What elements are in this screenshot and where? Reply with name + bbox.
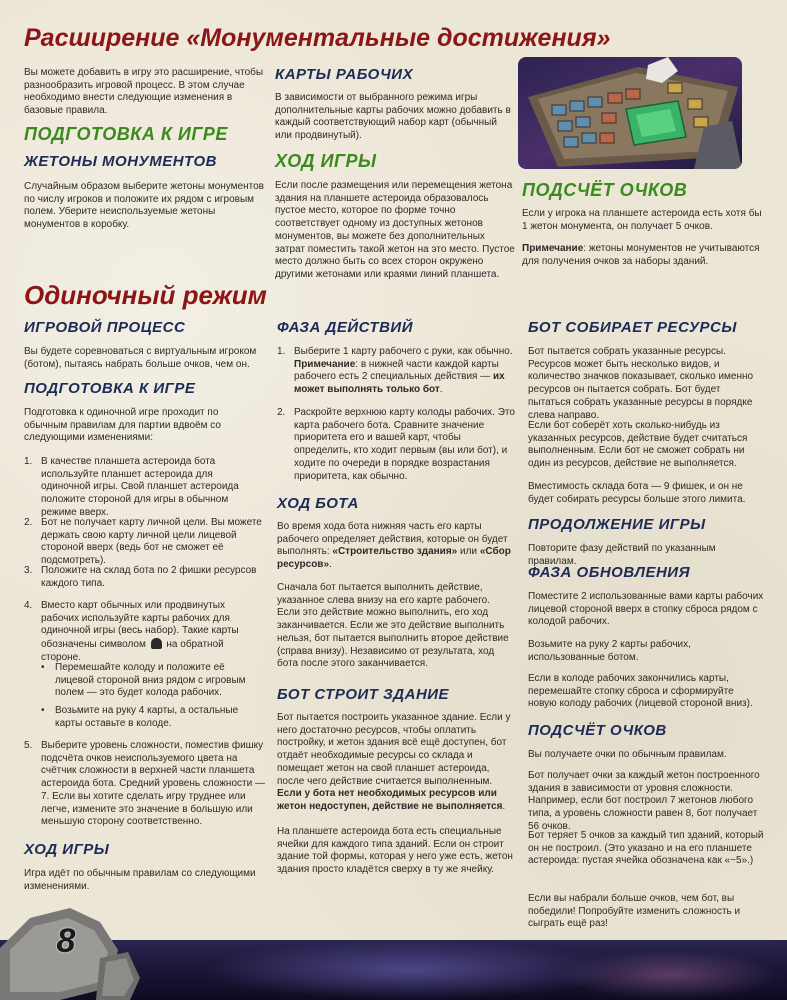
bot-builds-text: Бот пытается построить указанное здание. Если у него достаточно ресурсов, чтобы оплатить постройку, и жетон здания всё ещё доступен, бот отдаёт необходимые ресурсы со склада и помещает жетон на свой планшет астероида, после чего действие считается выполненным. Если у бота нет необходимых ресурсов или жетон недоступен, действие не выполняется. (277, 712, 511, 812)
bot-turn-option-1: «Строительство здания» (332, 546, 458, 558)
setup-step-4-text-b: на обратной стороне. (41, 639, 224, 663)
refresh-phase-heading: ФАЗА ОБНОВЛЕНИЯ (528, 564, 691, 581)
page-number: 8 (56, 922, 76, 960)
setup-step-3: 3. Положите на склад бота по 2 фишки ресурсов каждого типа. (24, 565, 257, 589)
bot-builds-text-2: На планшете астероида бота есть специальные ячейки для каждого типа зданий. Если он строит здание той формы, которая у него уже есть, жетон здания просто кладётся сверху в ту же ячейку. (277, 826, 513, 876)
setup-step-4-bullet-2-text: Возьмите на руку 4 карты, а остальные карты оставьте в колоде. (55, 705, 239, 729)
solo-turn-heading: ХОД ИГРЫ (24, 841, 110, 858)
expansion-turn-text: Если после размещения или перемещения жетона здания на планшете астероида образовалось пустое место, которое по форме точно соответствует одному из доступных жетонов монументов, вы можете без дополнительных затрат поместить такой жетон на это место. Пустое место должно быть со всех сторон окружено другими жетонами или краями линий планшета. (275, 180, 515, 280)
solo-gameplay-text: Вы будете соревноваться с виртуальным игроком (ботом), пытаясь набрать больше очков, чем он. (24, 346, 257, 370)
setup-step-1: 1. В качестве планшета астероида бота используйте планшет астероида для одиночной игры. Свой планшет астероида положите стороной для игры в обычном режиме вверх. (24, 456, 239, 518)
expansion-intro: Вы можете добавить в игру это расширение, чтобы разнообразить игровой процесс. В этом случае необходимо внести следующие изменения в базовые правила. (24, 67, 264, 117)
actions-note-text: : в нижней части каждой карты рабочего есть 2 специальных действия — (294, 358, 499, 383)
bot-turn-text-1: Во время хода бота нижняя часть его карты рабочего определяет действия, которые он будет выполнять: (277, 521, 508, 558)
asteroid-board-illustration (518, 57, 742, 169)
solo-scoring-text-1: Вы получаете очки по обычным правилам. (528, 749, 727, 760)
solo-scoring-heading: ПОДСЧЁТ ОЧКОВ (528, 722, 667, 739)
worker-cards-text: В зависимости от выбранного режима игры дополнительные карты рабочих можно добавить в каждый соответствующий набор карт (обычный или продвинутый). (275, 92, 511, 142)
expansion-setup-heading: ПОДГОТОВКА К ИГРЕ (24, 124, 228, 144)
continue-text: Повторите фазу действий по указанным правилам. (528, 543, 716, 567)
setup-step-2-text: Бот не получает карту личной цели. Вы можете держать свою карту личной цели лицевой стороной вверх (ведь бот не сможет её подсмотреть). (41, 517, 262, 567)
setup-step-5-text: Выберите уровень сложности, поместив фишку подсчёта очков неиспользуемого цвета на счётчик сложности в верхней части планшета астероида бота. Средний уровень сложности — 7. Если вы хотите сделать игру труднее или легче, измените это значение в большую или меньшую сторону соответственно. (41, 740, 265, 828)
refresh-text-1: Поместите 2 использованные вами карты рабочих лицевой стороной вверх в стопку сброса рядом с колодой рабочих. (528, 591, 764, 628)
solo-setup-intro: Подготовка к одиночной игре проходит по обычным правилам для партии вдвоём со следующими изменениями: (24, 407, 221, 444)
monument-tokens-text: Случайным образом выберите жетоны монументов по числу игроков и положите их рядом с игровым полем. Уберите неиспользуемые жетоны монументов в коробку. (24, 181, 264, 231)
monument-tokens-heading: ЖЕТОНЫ МОНУМЕНТОВ (24, 153, 217, 170)
continue-heading: ПРОДОЛЖЕНИЕ ИГРЫ (528, 516, 706, 533)
actions-step-2: 2. Раскройте верхнюю карту колоды рабочих. Это карта рабочего бота. Сравните значение приоритета его и вашей карт, чтобы определить, кто ходит первым (вы или бот), и ходите по очереди в порядке возрастания приоритета, как обычно. (277, 407, 515, 482)
expansion-scoring-note (522, 243, 762, 268)
setup-step-5: 5. Выберите уровень сложности, поместив фишку подсчёта очков неиспользуемого цвета на счётчик сложности в верхней части планшета астероида бота. Средний уровень сложности — 7. Если вы хотите сделать игру труднее или легче, измените это значение в большую или меньшую сторону соответственно. (24, 740, 265, 828)
actions-step-1: 1. Выберите 1 карту рабочего с руки, как обычно. Примечание: в нижней части каждой карты рабочего есть 2 специальных действия — их может выполнять только бот. (277, 346, 513, 396)
solo-gameplay-heading: ИГРОВОЙ ПРОЦЕСС (24, 319, 186, 336)
expansion-turn-heading: ХОД ИГРЫ (275, 151, 377, 171)
solo-turn-text: Игра идёт по обычным правилам со следующими изменениями. (24, 868, 256, 892)
bot-collects-text-2: Если бот соберёт хоть сколько-нибудь из указанных ресурсов, действие будет считаться выполненным. Если бот не сможет собрать ни один из ресурсов, действие не выполняется. (528, 420, 748, 470)
setup-step-4-bullet-2: • Возьмите на руку 4 карты, а остальные карты оставьте в колоде. (41, 705, 239, 729)
worker-cards-heading: КАРТЫ РАБОЧИХ (275, 66, 414, 83)
setup-step-4-bullet-1-text: Перемешайте колоду и положите её лицевой стороной вниз рядом с игровым полем — это будет колода рабочих. (55, 662, 246, 699)
setup-step-1-text: В качестве планшета астероида бота используйте планшет астероида для одиночной игры. Свой планшет астероида положите стороной для игры в обычном режиме вверх. (41, 456, 239, 518)
bot-collects-text-3: Вместимость склада бота — 9 фишек, и он не будет собирать ресурсы больше этого лимита. (528, 481, 746, 505)
expansion-title: Расширение «Монументальные достижения» (24, 24, 611, 52)
bot-builds-bold: Если у бота нет необходимых ресурсов или жетон недоступен, действие не выполняется (277, 788, 503, 812)
note-text: : жетоны монументов не учитываются для получения очков за наборы зданий. (522, 243, 760, 267)
expansion-scoring-heading: ПОДСЧЁТ ОЧКОВ (522, 180, 688, 200)
setup-step-3-text: Положите на склад бота по 2 фишки ресурсов каждого типа. (41, 565, 257, 589)
setup-step-4: 4. Вместо карт обычных или продвинутых рабочих используйте карты рабочих для одиночной игры (весь набор). Такие карты обозначены символом на обратной стороне. (24, 600, 239, 663)
solo-bot-icon (151, 638, 162, 649)
bot-builds-heading: БОТ СТРОИТ ЗДАНИЕ (277, 686, 450, 703)
setup-step-2: 2. Бот не получает карту личной цели. Вы можете держать свою карту личной цели лицевой стороной вверх (ведь бот не сможет её подсмотреть). (24, 517, 262, 567)
expansion-scoring-text: Если у игрока на планшете астероида есть хотя бы 1 жетон монумента, он получает 5 очков. (522, 208, 762, 232)
bot-collects-heading: БОТ СОБИРАЕТ РЕСУРСЫ (528, 319, 737, 336)
bot-turn-option-2: «Сбор ресурсов» (277, 546, 511, 571)
actions-note-label: Примечание (294, 358, 356, 370)
actions-step-1-text: Выберите 1 карту рабочего с руки, как обычно. (294, 346, 513, 357)
actions-step-2-text: Раскройте верхнюю карту колоды рабочих. Это карта рабочего бота. Сравните значение приоритета его и вашей карт, чтобы определить, кто ходит первым (вы или бот), и ходите по очереди в порядке возрастания приоритета, как обычно. (294, 407, 515, 482)
actions-note-bold: их может выполнять только бот (294, 371, 505, 396)
bot-collects-text-1: Бот пытается собрать указанные ресурсы. Ресурсов может быть несколько видов, и количество значков показывает, сколько именно ресурсов он пытается собрать. Бот будет пытаться собрать указанные ресурсы в порядке слева направо. (528, 346, 754, 421)
solo-scoring-text-2: Бот получает очки за каждый жетон построенного здания в зависимости от уровня сложности. Например, если бот построил 7 жетонов любого типа, а уровень сложности равен 8, бот получает 56 очков. (528, 770, 760, 832)
solo-scoring-text-3: Бот теряет 5 очков за каждый тип зданий, который он не построил. (Это указано и на его планшете астероида: пустая ячейка обозначена как «−5».) (528, 830, 764, 867)
bot-turn-heading: ХОД БОТА (277, 495, 359, 512)
note-label: Примечание (522, 243, 584, 254)
actions-phase-heading: ФАЗА ДЕЙСТВИЙ (277, 319, 413, 336)
bot-builds-text-1: Бот пытается построить указанное здание. Если у него достаточно ресурсов, чтобы оплатить постройку, и жетон здания всё ещё доступен, бот отдаёт необходимые ресурсы со склада и помещает жетон на свой планшет астероида, после чего действие считается выполненным. (277, 712, 511, 787)
setup-step-4-text-a: Вместо карт обычных или продвинутых рабочих используйте карты рабочих для одиночной игры (весь набор). Такие карты обозначены символом (41, 600, 239, 651)
solo-title: Одиночный режим (24, 280, 267, 310)
bot-turn-text-2: Сначала бот пытается выполнить действие, указанное слева внизу на его карте рабочего. Если это действие можно выполнить, его ход заканчивается. Если же это действие выполнить нельзя, бот пытается выполнить второе действие (справа внизу). Независимо от результата, ход бота после этого заканчивается. (277, 582, 509, 670)
solo-scoring-text-4: Если вы набрали больше очков, чем бот, вы победили! Попробуйте изменить сложность и сыграть ещё раз! (528, 893, 741, 930)
refresh-text-2: Возьмите на руку 2 карты рабочих, использованные ботом. (528, 639, 691, 663)
setup-step-4-bullet-1: • Перемешайте колоду и положите её лицевой стороной вниз рядом с игровым полем — это будет колода рабочих. (41, 662, 246, 699)
refresh-text-3: Если в колоде рабочих закончились карты, перемешайте стопку сброса и сформируйте новую колоду рабочих (лицевой стороной вниз). (528, 673, 753, 710)
bot-turn-or: или (460, 546, 478, 558)
bot-turn-text: Во время хода бота нижняя часть его карты рабочего определяет действия, которые он будет выполнять: «Строительство здания» или «Сбор ресурсов». (277, 521, 511, 571)
solo-setup-heading: ПОДГОТОВКА К ИГРЕ (24, 380, 196, 397)
